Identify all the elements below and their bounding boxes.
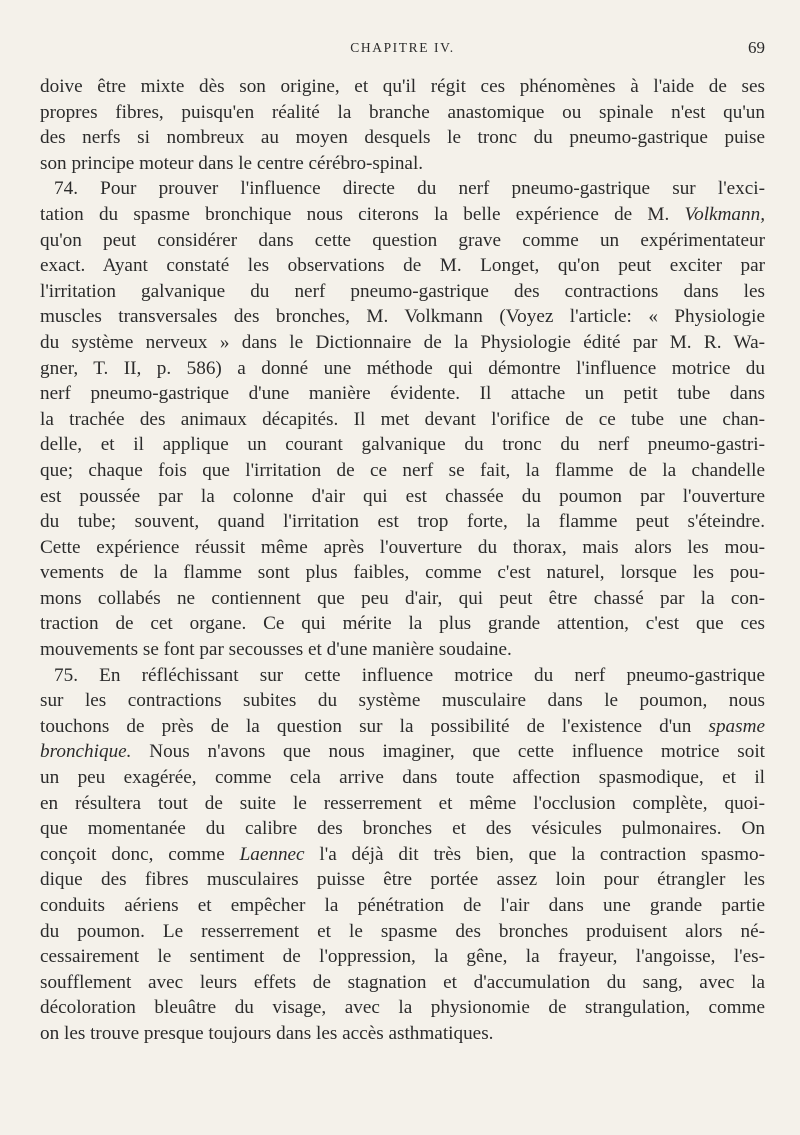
line-text: vements de la flamme sont plus faibles, comme c'est naturel, lorsque les pou-	[40, 562, 765, 584]
line-text: Nous n'avons que nous imaginer, que cette influence motrice soit	[131, 741, 765, 763]
line-text: dique des fibres musculaires puisse être portée assez loin pour étrangler les	[40, 869, 765, 891]
text-line	[40, 714, 765, 740]
text-line	[40, 407, 765, 433]
text-line	[40, 560, 765, 586]
line-text: 75. En réfléchissant sur cette influence motrice du nerf pneumo-gastrique	[54, 664, 765, 686]
line-text: du système nerveux » dans le Dictionnaire de la Physiologie édité par M. R. Wa-	[40, 331, 765, 353]
line-text: l'a déjà dit très bien, que la contraction spasmo-	[304, 843, 765, 865]
text-line	[40, 304, 765, 330]
line-text: on les trouve presque toujours dans les accès asthmatiques.	[40, 1022, 494, 1044]
text-line	[40, 509, 765, 535]
line-text: nerf pneumo-gastrique d'une manière évidente. Il attache un petit tube dans	[40, 383, 765, 405]
line-text: muscles transversales des bronches, M. Volkmann (Voyez l'article: « Physiologie	[40, 306, 765, 328]
text-line	[40, 944, 765, 970]
text-line	[40, 151, 765, 177]
text-line	[40, 995, 765, 1021]
line-text: traction de cet organe. Ce qui mérite la plus grande attention, c'est que ces	[40, 613, 765, 635]
line-text: du poumon. Le resserrement et le spasme des bronches produisent alors né-	[40, 920, 765, 942]
page-number: 69	[748, 38, 765, 57]
line-text: du tube; souvent, quand l'irritation est trop forte, la flamme peut s'éteindre.	[40, 511, 765, 533]
text-line	[40, 202, 765, 228]
text-line	[40, 765, 765, 791]
line-text: l'irritation galvanique du nerf pneumo-gastrique des contractions dans les	[40, 280, 765, 302]
text-line	[40, 381, 765, 407]
text-line	[40, 279, 765, 305]
line-text: qu'on peut considérer dans cette question grave comme un expérimentateur	[40, 229, 765, 251]
line-text: conduits aériens et empêcher la pénétration de l'air dans une grande partie	[40, 895, 765, 916]
text-line	[40, 919, 765, 945]
text-line	[40, 330, 765, 356]
line-text: en résultera tout de suite le resserrement et même l'occlusion complète, quoi-	[40, 792, 765, 814]
text-line	[40, 125, 765, 151]
line-text: que; chaque fois que l'irritation de ce nerf se fait, la flamme de la chandelle	[40, 459, 765, 481]
italic-text: bronchique.	[40, 741, 132, 763]
book-page	[40, 40, 765, 1047]
italic-text: Laennec	[239, 843, 305, 865]
text-line	[40, 100, 765, 126]
text-line	[40, 586, 765, 612]
text-line	[40, 663, 765, 689]
line-text: soufflement avec leurs effets de stagnation et d'accumulation du sang, avec la	[40, 971, 765, 993]
body-text	[40, 74, 765, 1047]
line-text: touchons de près de la question sur la possibilité de l'existence d'un	[40, 715, 709, 737]
line-text: sur les contractions subites du système musculaire dans le poumon, nous	[40, 690, 765, 712]
text-line	[40, 637, 765, 663]
line-text: gner, T. II, p. 586) a donné une méthode qui démontre l'influence motrice du	[40, 357, 765, 379]
line-text: 74. Pour prouver l'influence directe du nerf pneumo-gastrique sur l'exci-	[54, 178, 765, 200]
text-line	[40, 176, 765, 202]
line-text: est poussée par la colonne d'air qui est chassée du poumon par l'ouverture	[40, 485, 765, 507]
text-line	[40, 611, 765, 637]
line-text: la trachée des animaux décapités. Il met devant l'orifice de ce tube une chan-	[40, 408, 765, 430]
line-text: cessairement le sentiment de l'oppression, la gêne, la frayeur, l'angoisse, l'es-	[40, 946, 765, 968]
text-line	[40, 484, 765, 510]
text-line	[40, 228, 765, 254]
line-text: décoloration bleuâtre du visage, avec la physionomie de strangulation, comme	[40, 997, 765, 1019]
line-text: propres fibres, puisqu'en réalité la branche anastomique ou spinale n'est qu'un	[40, 101, 765, 123]
text-line	[40, 842, 765, 868]
text-line	[40, 893, 765, 919]
italic-text: Volkmann,	[684, 203, 765, 225]
text-line	[40, 432, 765, 458]
text-line	[40, 739, 765, 765]
text-line	[40, 688, 765, 714]
text-line	[40, 356, 765, 382]
text-line	[40, 74, 765, 100]
text-line	[40, 458, 765, 484]
line-text: mouvements se font par secousses et d'une manière soudaine.	[40, 639, 512, 661]
line-text: doive être mixte dès son origine, et qu'il régit ces phénomènes à l'aide de ses	[40, 76, 765, 97]
line-text: son principe moteur dans le centre cérébro-spinal.	[40, 152, 424, 174]
line-text: des nerfs si nombreux au moyen desquels le tronc du pneumo-gastrique puise	[40, 127, 765, 149]
line-text: que momentanée du calibre des bronches et des vésicules pulmonaires. On	[40, 818, 765, 840]
line-text: tation du spasme bronchique nous citerons la belle expérience de M.	[40, 203, 685, 225]
line-text: exact. Ayant constaté les observations de M. Longet, qu'on peut exciter par	[40, 255, 765, 277]
text-line	[40, 867, 765, 893]
line-text: delle, et il applique un courant galvanique du tronc du nerf pneumo-gastri-	[40, 434, 765, 456]
text-line	[40, 1021, 765, 1047]
running-head	[40, 40, 765, 74]
text-line	[40, 816, 765, 842]
line-text: conçoit donc, comme	[40, 843, 240, 865]
text-line	[40, 970, 765, 996]
text-line	[40, 535, 765, 561]
line-text: mons collabés ne contiennent que peu d'air, qui peut être chassé par la con-	[40, 587, 765, 609]
italic-text: spasme	[708, 715, 765, 737]
chapter-title: CHAPITRE IV.	[350, 40, 455, 55]
line-text: un peu exagérée, comme cela arrive dans toute affection spasmodique, et il	[40, 767, 765, 789]
text-line	[40, 253, 765, 279]
line-text: Cette expérience réussit même après l'ouverture du thorax, mais alors les mou-	[40, 536, 765, 558]
text-line	[40, 791, 765, 817]
